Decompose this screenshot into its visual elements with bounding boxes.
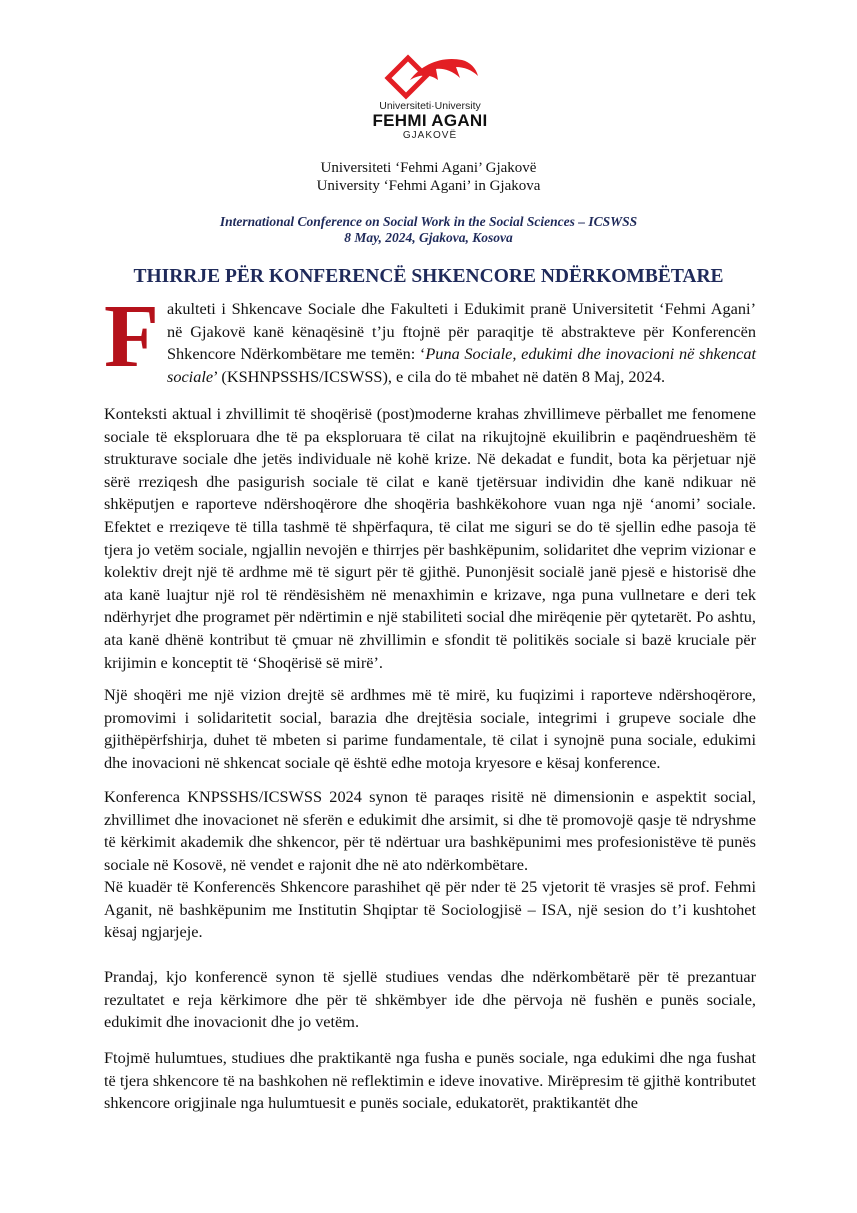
paragraph-invitation-text: Ftojmë hulumtues, studiues dhe praktikantë nga fusha e punës sociale, nga edukimi dhe nga fushat të tjera shkencore të na bashkohen në reflektimin e ideve inovative. Mirëpresim të gjithë kontributet shkencore origjinale nga hulumtuesit e punës sociale, edukatorët, praktikantët dhe xyxy=(104,1048,756,1113)
paragraph-aim-text: Prandaj, kjo konferencë synon të sjellë studiues vendas dhe ndërkombëtarë për të prezantuar rezultatet e reja kërkimore dhe për të shkëmbyer ide dhe përvoja në fushën e punës sociale, edukimit dhe inovacionit dhe jo vetëm. xyxy=(104,967,756,1032)
university-logo xyxy=(370,50,490,150)
intro-text-b: ’ (KSHNPSSHS/ICSWSS), e cila do të mbahet në datën 8 Maj, 2024. xyxy=(213,366,666,386)
conference-date-place: 8 May, 2024, Gjakova, Kosova xyxy=(344,230,513,245)
paragraph-goals-text: Konferenca KNPSSHS/ICSWSS 2024 synon të paraqes risitë në dimensionin e aspektit social, zhvillimet dhe inovacionet në sferën e edukimit dhe arsimit, si dhe të promovojë qasje të ndryshme të kërkimit akademik dhe shkencor, për të ndërtuar ura bashkëpunimi mes profesionistëve të punës sociale në Kosovë, në vendet e rajonit dhe në ato ndërkombëtare. xyxy=(104,787,756,874)
conference-theme: Puna Sociale, edukimi dhe inovacioni në shkencat sociale xyxy=(166,344,756,386)
logo-city: GJAKOVË xyxy=(402,130,458,141)
university-name-sq: Universiteti ‘Fehmi Agani’ Gjakovë xyxy=(320,160,537,176)
paragraph-goals xyxy=(104,786,756,876)
paragraph-vision-text: Një shoqëri me një vizion drejtë së ardhmes më të mirë, ku fuqizimi i raporteve ndërshoqërore, promovimi i solidaritetit social, barazia dhe drejtësia sociale, integrimi i grupeve sociale dhe gjithëpërfshirja, duhet të mbeten si parime fundamentale, të cilat i synojnë puna sociale, edukimi dhe inovacioni në shkencat sociale që është edhe motoja kryesore e kësaj konference. xyxy=(104,685,756,772)
conference-name: International Conference on Social Work in the Social Sciences – ICSWSS xyxy=(219,214,638,229)
university-names xyxy=(0,159,857,195)
paragraph-invitation xyxy=(104,1047,756,1115)
drop-cap: F xyxy=(104,287,159,386)
paragraph-context-text: Konteksti aktual i zhvillimit të shoqërisë (post)moderne krahas zhvillimeve përballet me fenomene sociale të eksploruara dhe të pa eksploruara të cilat na rikujtojnë ekuilibrin e paqëndrueshëm të strukturave sociale dhe jetës individuale në kohë krize. Në dekadat e fundit, bota ka përjetuar një sërë rreziqesh dhe pasigurish sociale të cilat e kanë tjetërsuar individin dhe kanë ndikuar në shkëputjen e raporteve ndërshoqërore dhe shoqëria bashkëkohore vuan nga një ‘anomi’ sociale. Efektet e rreziqeve të tilla tashmë të shpërfaqura, të cilat me siguri se do të sjellin edhe pasoja të tjera jo vetëm sociale, ngjallin nevojën e thirrjes për bashkëpunim, solidaritet dhe veprim vizionar e kolektiv drejt një të ardhme më të sigurt për të gjithë. Punonjësit socialë janë pjesë e historisë dhe ata kanë luajtur një rol të rëndësishëm në menaxhimin e krizave, nga puna vullnetare e deri tek ndërhyrjet dhe programet për ndërtimin e një stabiliteti social dhe mirëqenie për qytetarët. Po ashtu, ata kanë dhënë kontribut të çmuar në zhvillimin e sfondit të politikës sociale si bazë kruciale për krijimin e konceptit të ‘Shoqërisë së mirë’. xyxy=(104,404,756,672)
paragraph-tribute xyxy=(104,876,756,944)
paragraph-aim xyxy=(104,966,756,1034)
conference-info xyxy=(0,214,857,246)
intro-text-a: akulteti i Shkencave Sociale dhe Fakulteti i Edukimit pranë Universitetit ‘Fehmi Agani’ në Gjakovë kanë kënaqësinë t’ju ftojnë për paraqitje të abstrakteve për Konferencën Shkencore Ndërkombëtare me temën: ‘ xyxy=(166,299,756,364)
university-logo-icon xyxy=(380,50,480,100)
paragraph-tribute-text: Në kuadër të Konferencës Shkencore parashihet që për nder të 25 vjetorit të vrasjes së prof. Fehmi Aganit, në bashkëpunim me Institutin Shqiptar të Sociologjisë – ISA, një sesion do t’i kushtohet kësaj ngjarjeje. xyxy=(104,877,756,942)
page-title: THIRRJE PËR KONFERENCË SHKENCORE NDËRKOMBËTARE xyxy=(133,266,724,287)
paragraph-vision xyxy=(104,684,756,774)
paragraph-intro xyxy=(104,287,756,388)
university-name-en: University ‘Fehmi Agani’ in Gjakova xyxy=(316,178,541,194)
logo-name: FEHMI AGANI xyxy=(372,111,488,130)
logo-subtitle: Universiteti·University xyxy=(379,100,481,112)
paragraph-context xyxy=(104,403,756,674)
